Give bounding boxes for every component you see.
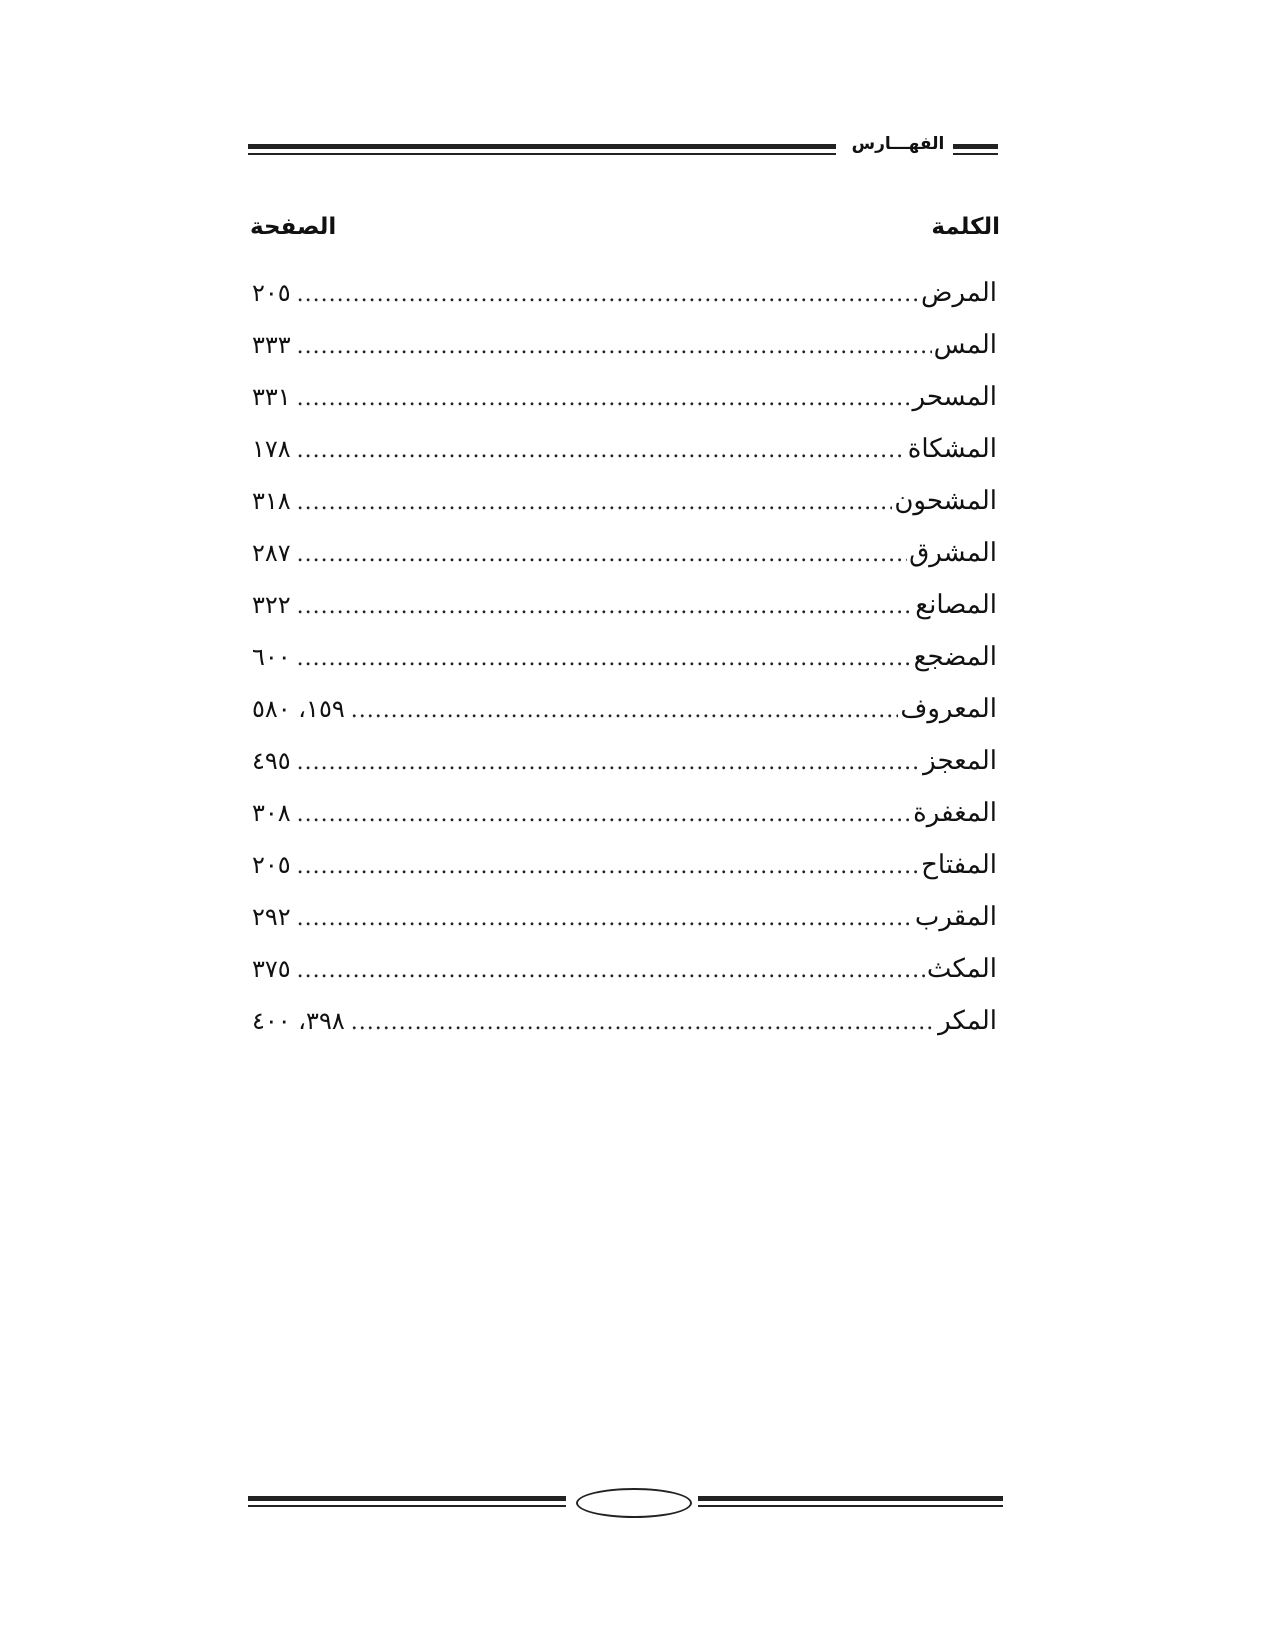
index-entry <box>252 902 997 954</box>
index-entry <box>252 798 997 850</box>
entry-pages: ٣٩٨، ٤٠٠ <box>252 1007 345 1035</box>
entry-term: المسحر <box>912 382 997 412</box>
entry-pages: ٣٣٣ <box>252 331 291 359</box>
dot-leader <box>297 802 911 827</box>
index-entry <box>252 1006 997 1058</box>
dot-leader <box>297 542 907 567</box>
running-header-title: الفهـــارس <box>851 134 945 154</box>
entry-term: المغفرة <box>913 798 997 828</box>
entry-term: المشرق <box>909 538 997 568</box>
page-header <box>248 134 998 162</box>
entry-pages: ٢٩٢ <box>252 903 291 931</box>
entry-pages: ٢٨٧ <box>252 539 291 567</box>
entry-term: المشحون <box>894 486 997 516</box>
index-entry <box>252 590 997 642</box>
dot-leader <box>297 750 921 775</box>
index-entry <box>252 382 997 434</box>
entry-term: المفتاح <box>921 850 997 880</box>
dot-leader <box>297 282 919 307</box>
entry-pages: ٣٠٨ <box>252 799 291 827</box>
index-entry <box>252 694 997 746</box>
index-list <box>252 278 997 1058</box>
dot-leader <box>297 490 893 515</box>
entry-pages: ٣٢٢ <box>252 591 291 619</box>
dot-leader <box>297 958 925 983</box>
entry-term: المكر <box>938 1006 997 1036</box>
index-entry <box>252 278 997 330</box>
index-entry <box>252 330 997 382</box>
index-entry <box>252 538 997 590</box>
index-entry <box>252 642 997 694</box>
entry-term: المكث <box>926 954 997 984</box>
entry-pages: ٣٧٥ <box>252 955 291 983</box>
dot-leader <box>297 906 913 931</box>
entry-term: المشكاة <box>907 434 997 464</box>
entry-term: المس <box>933 330 997 360</box>
entry-term: المضجع <box>913 642 997 672</box>
dot-leader <box>297 854 919 879</box>
header-rule-short <box>953 144 998 155</box>
dot-leader <box>351 1010 936 1035</box>
index-entry <box>252 850 997 902</box>
entry-pages: ٢٠٥ <box>252 279 291 307</box>
column-heading-page: الصفحة <box>250 214 337 240</box>
dot-leader <box>297 334 932 359</box>
entry-pages: ١٧٨ <box>252 435 291 463</box>
footer-rule-left <box>248 1496 566 1507</box>
entry-term: المعروف <box>900 694 997 724</box>
footer-rule-right <box>698 1496 1003 1507</box>
entry-pages: ٤٩٥ <box>252 747 291 775</box>
entry-term: المصانع <box>915 590 997 620</box>
entry-pages: ١٥٩، ٥٨٠ <box>252 695 345 723</box>
index-entry <box>252 746 997 798</box>
entry-pages: ٣١٨ <box>252 487 291 515</box>
entry-term: المعجز <box>923 746 997 776</box>
dot-leader <box>351 698 899 723</box>
index-entry <box>252 486 997 538</box>
entry-term: المرض <box>921 278 997 308</box>
header-rule-long <box>248 144 836 155</box>
entry-pages: ٣٣١ <box>252 383 291 411</box>
dot-leader <box>297 386 911 411</box>
page-number-oval <box>576 1488 692 1518</box>
entry-term: المقرب <box>914 902 997 932</box>
dot-leader <box>297 438 906 463</box>
index-entry <box>252 954 997 1006</box>
index-entry <box>252 434 997 486</box>
entry-pages: ٢٠٥ <box>252 851 291 879</box>
dot-leader <box>297 646 912 671</box>
page-footer <box>248 1488 1003 1518</box>
entry-pages: ٦٠٠ <box>252 643 291 671</box>
column-heading-word: الكلمة <box>931 214 1000 240</box>
dot-leader <box>297 594 914 619</box>
